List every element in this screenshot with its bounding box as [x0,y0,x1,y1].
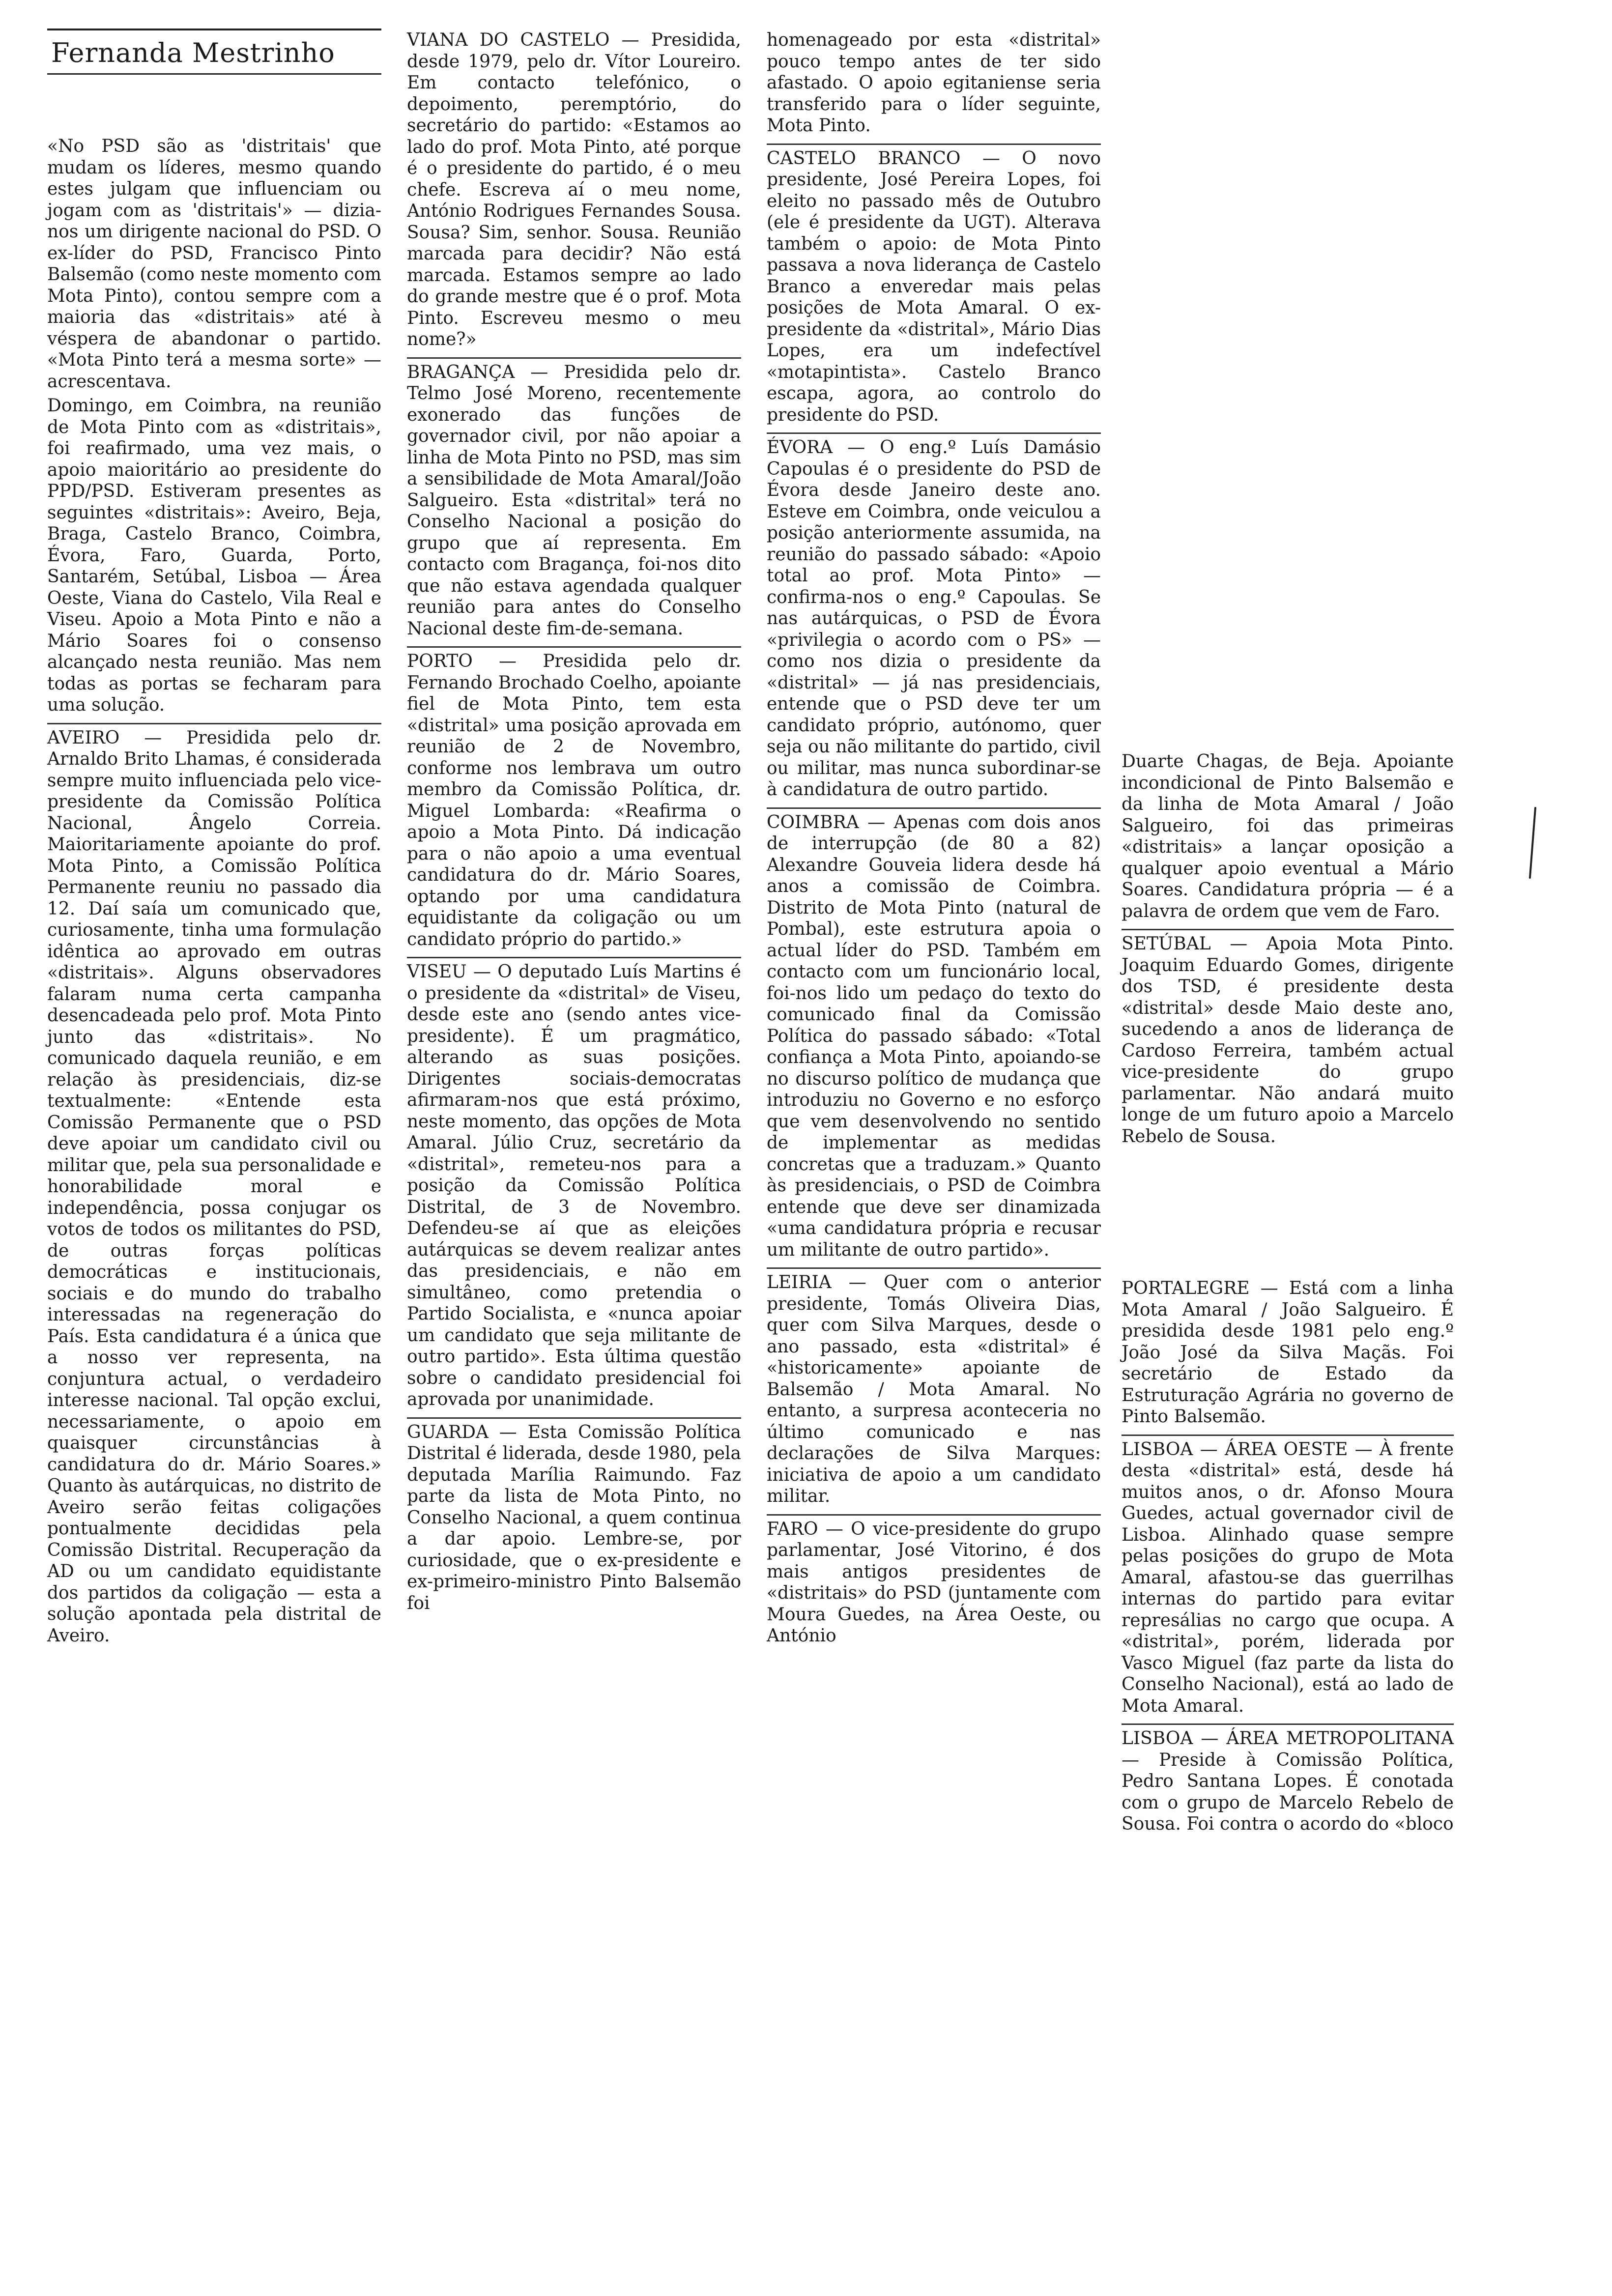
column-3 [767,29,1101,1647]
section-rule [767,807,1101,809]
intro-paragraph-2: Domingo, em Coimbra, na reunião de Mota Pinto com as «distritais», foi reafirmado, uma vez mais, o apoio maioritário ao presidente do PPD/PSD. Estiveram presentes as seguintes «distritais»: Aveiro, Beja, Braga, Castelo Branco, Coimbra, Évora, Faro, Guarda, Porto, Santarém, Setúbal, Lisboa — Área Oeste, Viana do Castelo, Vila Real e Viseu. Apoio a Mota Pinto e não a Mário Soares foi o consenso alcançado nesta reunião. Mas nem todas as portas se fecharam para uma solução. [47,396,381,715]
section-text-coimbra: Apenas com dois anos de interrupção (de 80 a 82) Alexandre Gouveia lidera desde há anos a comissão de Coimbra. Distrito de Mota Pinto (natural de Pombal), este estrutura apoia o actual líder do PSD. Também em contacto com um funcionário local, foi-nos lido um pedaço do texto do comunicado final da Comissão Política do passado sábado: «Total confiança a Mota Pinto, apoiando-se no discurso político de mudança que introduziu no Governo e no esforço que vem desenvolvendo no sentido de implementar as medidas concretas que a traduzam.» Quanto às presidenciais, o PSD de Coimbra entende que deve ser dinamizada «uma candidatura própria e recusar um militante de outro partido». [767,812,1101,1260]
byline-bottom-rule [47,73,381,75]
section-lisboa-metropolitana [1122,1728,1454,1835]
section-heading-viseu: VISEU — [407,962,491,982]
section-viana [407,29,741,350]
section-guarda [407,1422,741,1614]
section-faro [767,1519,1101,1647]
section-text-faro: O vice-presidente do grupo parlamentar, José Vitorino, é dos mais antigos presidentes de «distritais» do PSD (juntamente com Moura Guedes, na Área Oeste, ou António [767,1519,1101,1646]
section-heading-portalegre: PORTALEGRE — [1122,1278,1278,1298]
section-rule [1122,929,1454,930]
section-heading-porto: PORTO — [407,651,517,671]
section-setubal [1122,933,1454,1147]
section-aveiro [47,727,381,1647]
section-leiria [767,1272,1101,1507]
section-rule [407,357,741,359]
section-heading-castelo-branco: CASTELO BRANCO — [767,148,1000,169]
section-lisboa-oeste [1122,1439,1454,1717]
margin-pen-mark [1527,806,1537,880]
section-text-aveiro: Presidida pelo dr. Arnaldo Brito Lhamas, é considerada sempre muito influenciada pelo vice-presidente da Comissão Política Nacional, Ângelo Correia. Maioritariamente apoiante do prof. Mota Pinto, a Comissão Política Permanente reuniu no passado dia 12. Daí saía um comunicado que, curiosamente, tinha uma formulação idêntica ao aprovado em outras «distritais». Alguns observadores falaram numa certa campanha desencadeada pelo prof. Mota Pinto junto das «distritais». No comunicado daquela reunião, e em relação às presidenciais, diz-se textualmente: «Entende esta Comissão Permanente que o PSD deve apoiar um candidato civil ou militar que, pela sua personalidade e honorabilidade moral e independência, possa conjugar os votos de todos os militantes do PSD, de outras forças políticas democráticas e institucionais, sociais e do mundo do trabalho interessadas na regeneração do País. Esta candidatura é a única que a nosso ver representa, na conjuntura actual, o verdadeiro interesse nacional. Tal opção exclui, necessariamente, o apoio em quaisquer circunstâncias à candidatura do dr. Mário Soares.» Quanto às autárquicas, no distrito de Aveiro serão feitas coligações pontualmente decididas pela Comissão Distrital. Recuperação da AD ou um candidato equidistante dos partidos da coligação — esta a solução apontada pela distrital de Aveiro. [47,727,382,1646]
section-text-setubal: Apoia Mota Pinto. Joaquim Eduardo Gomes, dirigente dos TSD, é presidente desta «distrital» desde Maio deste ano, sucedendo a anos de liderança de Cardoso Ferreira, também actual vice-presidente do grupo parlamentar. Não andará muito longe de um futuro apoio a Marcelo Rebelo de Sousa. [1122,934,1454,1147]
section-evora [767,437,1101,801]
section-text-leiria: Quer com o anterior presidente, Tomás Oliveira Dias, quer com Silva Marques, desde o ano passado, esta «distrital» é «historicamente» apoiante de Balsemão / Mota Amaral. No entanto, a surpresa aconteceria no último comunicado e nas declarações de Silva Marques: iniciativa de apoio a um candidato militar. [767,1272,1101,1506]
section-heading-coimbra: COIMBRA — [767,812,886,832]
section-text-porto: Presidida pelo dr. Fernando Brochado Coelho, apoiante fiel de Mota Pinto, tem esta «distrital» uma posição aprovada em reunião de 2 de Novembro, conforme nos lembrava um outro membro da Comissão Política, dr. Miguel Lombarda: «Reafirma o apoio a Mota Pinto. Dá indicação para o não apoio a uma eventual candidatura do dr. Mário Soares, optando por uma candidatura equidistante da coligação ou um candidato próprio do partido.» [407,651,741,949]
byline-top-rule [47,29,381,30]
intro-paragraph-1: «No PSD são as 'distritais' que mudam os líderes, mesmo quando estes julgam que influenciam ou jogam com as 'distritais'» — dizia-nos um dirigente nacional do PSD. O ex-líder do PSD, Francisco Pinto Balsemão (como neste momento com Mota Pinto), contou sempre com a maioria das «distritais» até à véspera de abandonar o partido. «Mota Pinto terá a mesma sorte» — acrescentava. [47,136,381,392]
section-rule [767,1514,1101,1516]
section-faro-continued: Duarte Chagas, de Beja. Apoiante incondicional de Pinto Balsemão e da linha de Mota Amaral / João Salgueiro, foi das primeiras «distritais» a lançar oposição a qualquer apoio eventual a Mário Soares. Candidatura própria — é a palavra de ordem que vem de Faro. [1122,751,1454,921]
section-rule [767,432,1101,434]
section-text-evora: O eng.º Luís Damásio Capoulas é o presidente do PSD de Évora desde Janeiro deste ano. Esteve em Coimbra, onde veiculou a posição anteriormente assumida, na reunião do passado sábado: «Apoio total ao prof. Mota Pinto» — confirma-nos o eng.º Capoulas. Se nas autárquicas, o PSD de Évora «privilegia o acordo com o PS» — como nos dizia o presidente da «distrital» — já nas presidenciais, entende que o PSD deve ter um candidato próprio, autónomo, quer seja ou não militante do partido, civil ou militar, mas nunca subordinar-se à candidatura de outro partido. [767,437,1101,800]
section-heading-faro: FARO — [767,1519,843,1539]
section-text-braganca: Presidida pelo dr. Telmo José Moreno, recentemente exonerado das funções de governador civil, por não apoiar a linha de Mota Pinto no PSD, mas sim a sensibilidade de Mota Amaral/João Salgueiro. Esta «distrital» terá no Conselho Nacional a posição do grupo que aí representa. Em contacto com Bragança, foi-nos dito que não estava agendada qualquer reunião para antes do Conselho Nacional deste fim-de-semana. [407,362,741,639]
byline: Fernanda Mestrinho [51,37,335,68]
section-heading-lisboa-oeste: LISBOA — ÁREA OESTE — [1122,1439,1373,1460]
section-coimbra [767,812,1101,1261]
section-guarda-continued: homenageado por esta «distrital» pouco tempo antes de ter sido afastado. O apoio egitaniense seria transferido para o líder seguinte, Mota Pinto. [767,30,1101,136]
section-heading-evora: ÉVORA — [767,437,865,458]
section-text-guarda: Esta Comissão Política Distrital é liderada, desde 1980, pela deputada Marília Raimundo. Faz parte da lista de Mota Pinto, no Conselho Nacional, a quem continua a dar apoio. Lembre-se, por curiosidade, que o ex-presidente e ex-primeiro-ministro Pinto Balsemão foi [407,1422,741,1613]
section-heading-aveiro: AVEIRO — [47,727,162,748]
section-rule [47,723,381,724]
section-text-viseu: O deputado Luís Martins é o presidente da «distrital» de Viseu, desde este ano (sendo antes vice-presidente). É um pragmático, alterando as suas posições. Dirigentes sociais-democratas afirmaram-nos que está próximo, neste momento, das opções de Mota Amaral. Júlio Cruz, secretário da «distrital», remeteu-nos para a posição da Comissão Política Distrital, de 3 de Novembro. Defendeu-se aí que as eleições autárquicas se devem realizar antes das presidenciais, e não em simultâneo, como pretendia o Partido Socialista, e «nunca apoiar um candidato que seja militante de outro partido». Esta última questão sobre o candidato presidencial foi aprovada por unanimidade. [407,962,741,1409]
section-heading-guarda: GUARDA — [407,1422,517,1442]
column-4-bottom [1122,1278,1454,1835]
section-text-castelo-branco: O novo presidente, José Pereira Lopes, foi eleito no passado mês de Outubro (ele é presidente da UGT). Alterava também o apoio: de Mota Pinto passava a nova liderança de Castelo Branco a enveredar mais pelas posições de Mota Amaral. O ex-presidente da «distrital», Mário Dias Lopes, era um indefectível «motapintista». Castelo Branco escapa, agora, ao controlo do presidente do PSD. [767,148,1101,425]
section-heading-lisboa-metropolitana: LISBOA — ÁREA METROPOLITANA — [1122,1728,1454,1770]
section-text-viana: Presidida, desde 1979, pelo dr. Vítor Loureiro. Em contacto telefónico, o depoimento, peremptório, do secretário do partido: «Estamos ao lado do prof. Mota Pinto, até porque é o presidente do partido, é o meu chefe. Escreva aí o meu nome, António Rodrigues Fernandes Sousa. Sousa? Sim, senhor. Sousa. Reunião marcada para decidir? Não está marcada. Estamos sempre ao lado do grande mestre que é o prof. Mota Pinto. Escreveu mesmo o meu nome?» [407,30,741,349]
section-porto [407,651,741,950]
section-rule [767,144,1101,145]
section-portalegre [1122,1278,1454,1428]
column-4-top [1122,751,1454,1147]
byline-block [47,29,381,75]
column-1 [47,136,381,1646]
section-castelo-branco [767,148,1101,426]
section-heading-leiria: LEIRIA — [767,1272,866,1292]
section-braganca [407,362,741,640]
column-2 [407,29,741,1614]
section-heading-braganca: BRAGANÇA — [407,362,548,382]
section-rule [1122,1435,1454,1436]
section-heading-viana: VIANA DO CASTELO — [407,30,639,50]
section-rule [407,957,741,958]
section-rule [1122,1723,1454,1725]
section-viseu [407,961,741,1410]
section-text-lisboa-metropolitana: Preside à Comissão Política, Pedro Santana Lopes. É conotada com o grupo de Marcelo Rebelo de Sousa. Foi contra o acordo do «bloco [1122,1750,1454,1834]
section-heading-setubal: SETÚBAL — [1122,934,1248,954]
section-rule [407,646,741,648]
section-text-lisboa-oeste: À frente desta «distrital» está, desde há muitos anos, o dr. Afonso Moura Guedes, actual governador civil de Lisboa. Alinhado quase sempre pelas posições do grupo de Mota Amaral, afastou-se das guerrilhas internas do partido para evitar represálias no cargo que ocupa. A «distrital», porém, liderada por Vasco Miguel (faz parte da lista do Conselho Nacional), está ao lado de Mota Amaral. [1122,1439,1454,1716]
section-rule [407,1417,741,1419]
section-rule [767,1267,1101,1269]
section-text-portalegre: Está com a linha Mota Amaral / João Salgueiro. É presidida desde 1981 pelo eng.º João José da Silva Maçãs. Foi secretário de Estado da Estruturação Agrária no governo de Pinto Balsemão. [1122,1278,1454,1427]
